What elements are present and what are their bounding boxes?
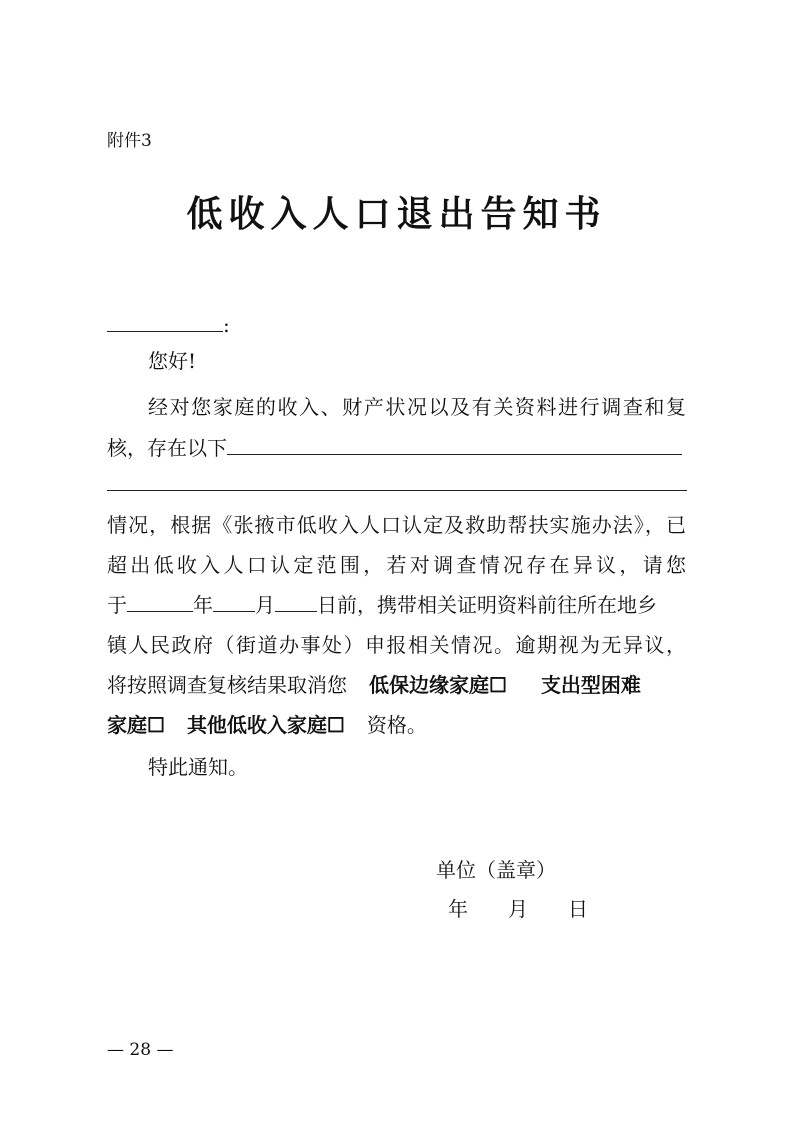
cancel-text: 将按照调查复核结果取消您 xyxy=(107,673,347,697)
greeting: 您好! xyxy=(148,349,197,373)
date-suffix: 日前，携带相关证明资料前往所在地乡 xyxy=(317,593,657,617)
reason-blank-1 xyxy=(227,432,682,455)
qualification-text: 资格。 xyxy=(366,713,427,737)
signature-date xyxy=(448,892,588,926)
paragraph1-line2-text: 核，存在以下 xyxy=(107,436,227,460)
day-blank xyxy=(275,589,317,612)
paragraph1-line1: 经对您家庭的收入、财产状况以及有关资料进行调查和复 xyxy=(148,395,686,419)
option-other-low-income: 其他低收入家庭☐ xyxy=(186,713,345,737)
paragraph2-line3 xyxy=(107,588,657,622)
paragraph2-line6 xyxy=(107,708,427,742)
recipient-blank xyxy=(107,309,223,332)
date-prefix: 于 xyxy=(107,593,127,617)
signature-day: 日 xyxy=(568,897,588,921)
signature-month: 月 xyxy=(508,897,528,921)
paragraph1-line2 xyxy=(107,431,682,465)
salutation-colon: : xyxy=(223,313,230,337)
signature-unit: 单位（盖章） xyxy=(436,858,556,882)
option-expenditure-hardship: 支出型困难 xyxy=(540,673,641,697)
month-label: 月 xyxy=(255,593,275,617)
page-number: — 28 — xyxy=(107,1040,174,1060)
salutation xyxy=(107,308,230,342)
reason-blank-2 xyxy=(107,490,687,491)
attachment-label: 附件3 xyxy=(107,131,152,151)
month-blank xyxy=(213,589,255,612)
signature-year: 年 xyxy=(448,897,468,921)
option-low-income-edge: 低保边缘家庭☐ xyxy=(369,673,507,697)
paragraph2-line5 xyxy=(107,668,641,702)
paragraph2-line2: 超出低收入人口认定范围，若对调查情况存在异议，请您 xyxy=(107,553,686,577)
year-blank xyxy=(127,589,193,612)
paragraph2-line4: 镇人民政府（街道办事处）申报相关情况。逾期视为无异议， xyxy=(107,633,686,657)
document-title: 低收入人口退出告知书 xyxy=(186,193,607,235)
paragraph2-line1: 情况，根据《张掖市低收入人口认定及救助帮扶实施办法》，已 xyxy=(107,513,686,537)
year-label: 年 xyxy=(193,593,213,617)
option-expenditure-hardship-cont: 家庭☐ xyxy=(107,713,165,737)
closing: 特此通知。 xyxy=(148,755,248,779)
